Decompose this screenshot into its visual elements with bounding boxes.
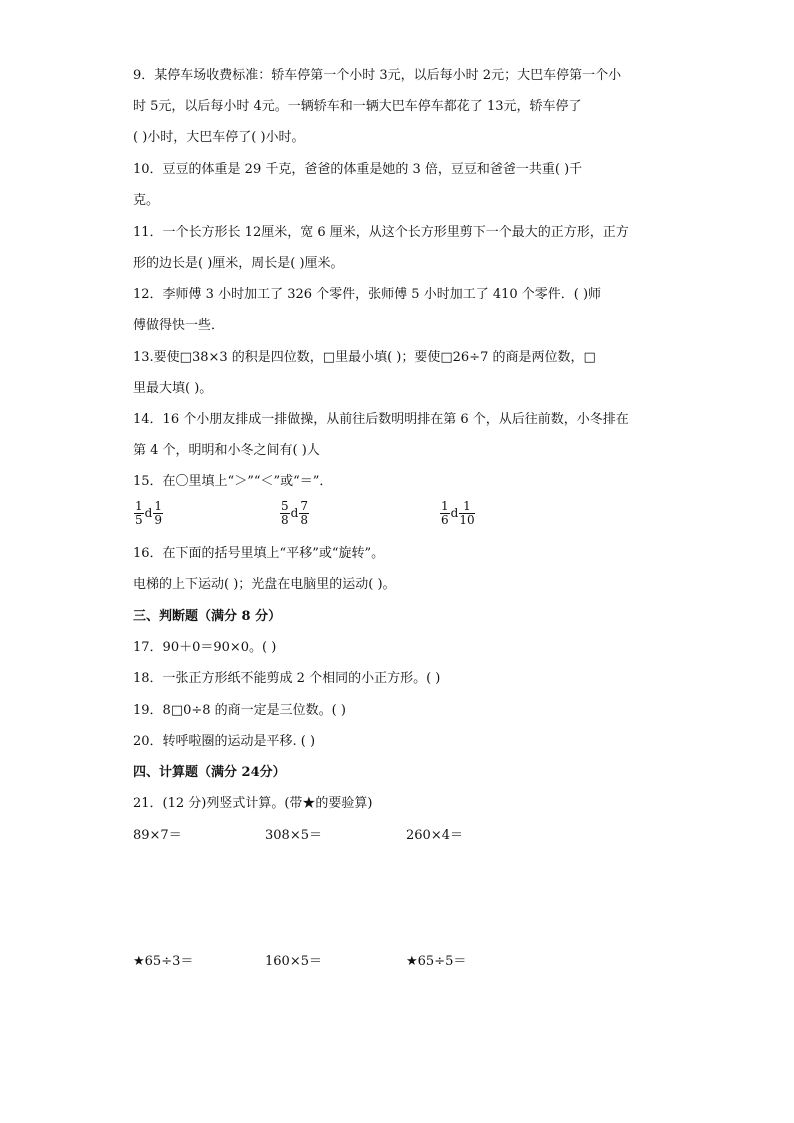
calc-item: ★65÷5＝ (406, 954, 467, 969)
q10-line2: 克。 (133, 193, 160, 208)
q11-line1: 11．一个长方形长 12厘米，宽 6 厘米，从这个长方形里剪下一个最大的正方形，正方 (133, 225, 629, 240)
fraction-compare-2 (280, 500, 309, 527)
denominator: 6 (441, 513, 449, 527)
calc-item: 308×5＝ (265, 828, 322, 843)
fraction (299, 500, 309, 527)
compare-circle[interactable]: d (290, 506, 299, 520)
numerator: 1 (441, 499, 449, 513)
denominator: 8 (300, 513, 308, 527)
q17: 17．90＋0＝90×0。( ) (133, 640, 277, 655)
fraction (440, 500, 450, 527)
q16-line1: 16．在下面的括号里填上“平移”或“旋转”。 (133, 546, 385, 561)
calc-item: 160×5＝ (265, 954, 322, 969)
fraction (280, 500, 290, 527)
q12-line1: 12．李师傅 3 小时加工了 326 个零件，张师傅 5 小时加工了 410 个零件．( )师 (133, 287, 602, 302)
compare-circle[interactable]: d (144, 506, 153, 520)
fraction-compare-1 (134, 500, 163, 527)
denominator: 8 (281, 513, 289, 527)
q9-line3: ( )小时，大巴车停了( )小时。 (133, 130, 305, 145)
fraction (459, 500, 474, 527)
denominator: 5 (135, 513, 143, 527)
numerator: 7 (300, 499, 308, 513)
fraction-compare-3 (440, 500, 475, 527)
denominator: 9 (154, 513, 162, 527)
q14-line2: 第 4 个，明明和小冬之间有( )人 (133, 443, 320, 458)
numerator: 1 (154, 499, 162, 513)
q11-line2: 形的边长是( )厘米，周长是( )厘米。 (133, 256, 344, 271)
section3-title: 三、判断题（满分 8 分） (133, 609, 282, 624)
q16-line2: 电梯的上下运动( )；光盘在电脑里的运动( )。 (133, 577, 396, 592)
numerator: 1 (459, 500, 474, 514)
calc-item: ★65÷3＝ (133, 954, 194, 969)
q19: 19．8□0÷8 的商一定是三位数。( ) (133, 703, 346, 718)
q9-line1: 9．某停车场收费标准：轿车停第一个小时 3元，以后每小时 2元；大巴车停第一个小 (133, 68, 622, 83)
calc-item: 89×7＝ (133, 828, 182, 843)
numerator: 1 (135, 499, 143, 513)
q12-line2: 傅做得快一些． (133, 318, 225, 333)
numerator: 5 (281, 499, 289, 513)
q18: 18．一张正方形纸不能剪成 2 个相同的小正方形。( ) (133, 671, 441, 686)
fraction (134, 500, 144, 527)
q14-line1: 14．16 个小朋友排成一排做操，从前往后数明明排在第 6 个，从后往前数，小冬排在 (133, 412, 629, 427)
q9-line2: 时 5元，以后每小时 4元。一辆轿车和一辆大巴车停车都花了 13元，轿车停了 (133, 99, 582, 114)
q15-line1: 15．在〇里填上“＞”“＜”或“＝”． (133, 474, 333, 489)
section4-title: 四、计算题（满分 24分） (133, 765, 286, 780)
compare-circle[interactable]: d (450, 506, 459, 520)
q13-line1: 13.要使□38×3 的积是四位数，□里最小填( )；要使□26÷7 的商是两位数，□ (133, 350, 596, 365)
q13-line2: 里最大填( )。 (133, 381, 213, 396)
q21: 21．(12 分)列竖式计算。(带★的要验算) (133, 796, 373, 811)
q10-line1: 10．豆豆的体重是 29 千克，爸爸的体重是她的 3 倍，豆豆和爸爸一共重( )千 (133, 162, 583, 177)
fraction (153, 500, 163, 527)
denominator: 10 (459, 513, 475, 527)
calc-item: 260×4＝ (406, 828, 463, 843)
q20: 20．转呼啦圈的运动是平移. ( ) (133, 734, 316, 749)
